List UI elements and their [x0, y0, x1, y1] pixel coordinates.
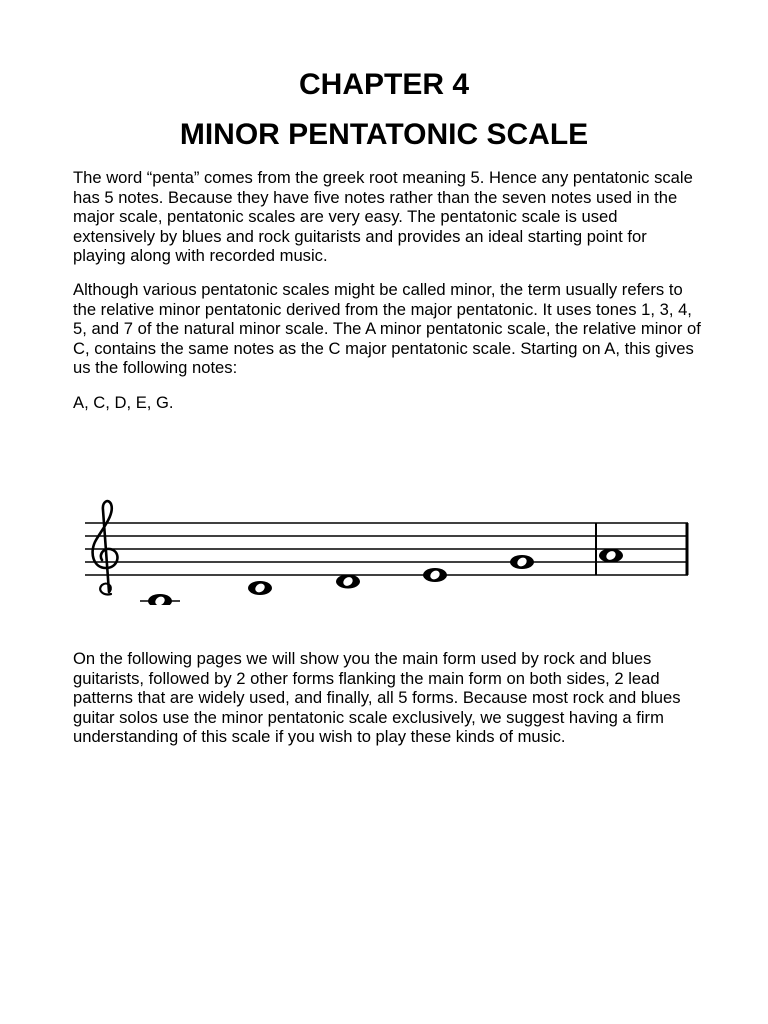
staff-lines [85, 523, 688, 575]
chapter-heading: CHAPTER 4 [298, 68, 470, 101]
treble-clef-icon [93, 501, 118, 594]
note-a3 [148, 594, 172, 605]
following-paragraph: On the following pages we will show you the main form used by rock and blues guitarists, followed by 2 other forms flanking the main form on both sides, 2 lead patterns that are widely used, and finally, all 5 forms. Because most rock and blues guitar solos use the minor pentatonic scale exclusively, we suggest having a firm understanding of this scale if you wish to play these kinds of music. [73, 649, 681, 746]
notes-list: A, C, D, E, G. [73, 393, 174, 412]
note-c4 [248, 581, 272, 595]
intro-paragraph: The word “penta” comes from the greek root meaning 5. Hence any pentatonic scale has 5 notes. Because they have five notes rather than the seven notes used in the major scale, pentatonic scales are very easy. The pentatonic scale is used extensively by blues and rock guitarists and provides an ideal starting point for playing along with recorded music. [73, 168, 693, 265]
minor-paragraph: Although various pentatonic scales might be called minor, the term usually refers to the relative minor pentatonic derived from the major pentatonic. It uses tones 1, 3, 4, 5, and 7 of the natural minor scale. The A minor pentatonic scale, the relative minor of C, contains the same notes as the C major pentatonic scale. Starting on A, this gives us the following notes: [73, 280, 701, 377]
scale-notes [140, 549, 623, 606]
note-a4 [599, 549, 623, 563]
note-g4 [510, 555, 534, 569]
music-staff [80, 490, 695, 605]
page-title: MINOR PENTATONIC SCALE [179, 118, 589, 151]
note-d4 [336, 575, 360, 589]
note-e4 [423, 568, 447, 582]
